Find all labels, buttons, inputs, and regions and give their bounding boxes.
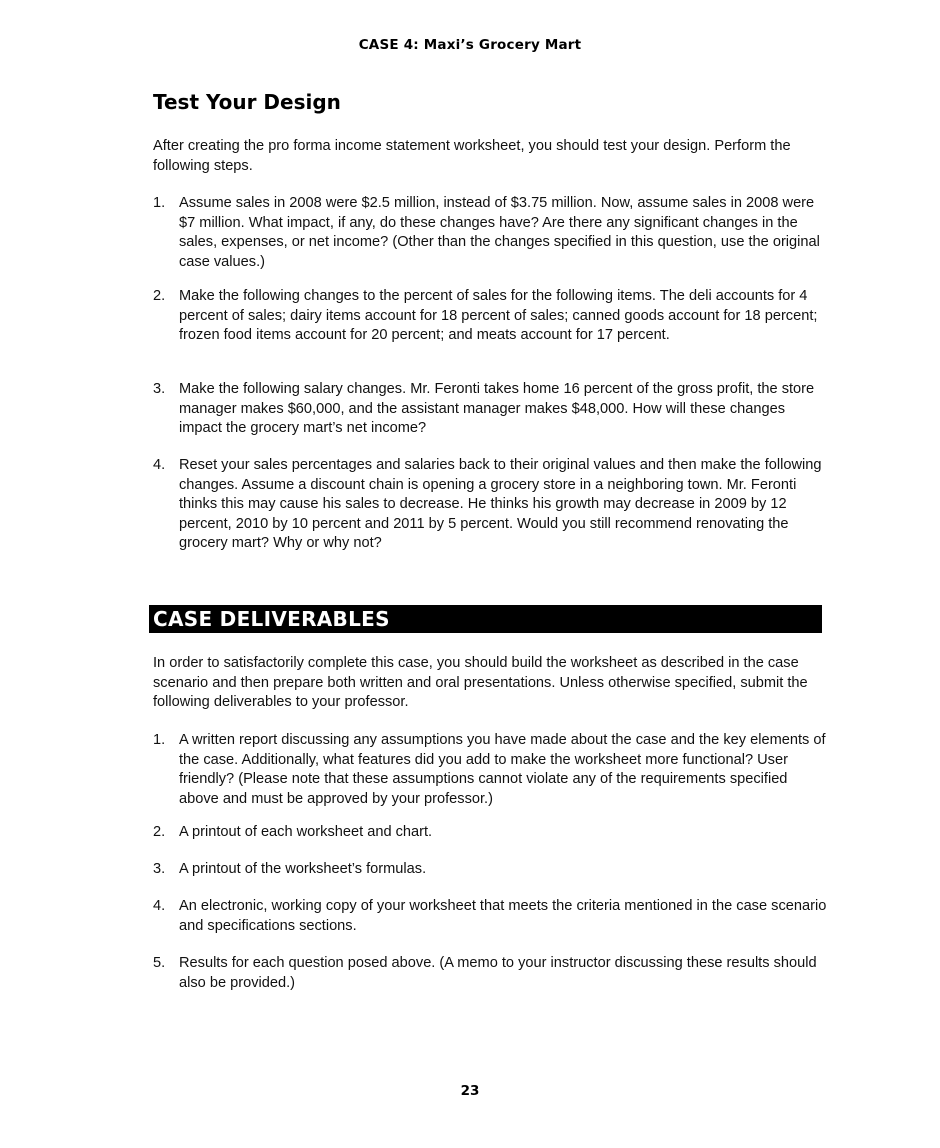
page-number: 23	[460, 1083, 480, 1099]
case-deliverables-banner	[149, 605, 822, 633]
list-item-text: Results for each question posed above. (A memo to your instructor discussing these results should also be provided.)	[179, 955, 817, 991]
list-item-number: 3.	[153, 861, 166, 877]
test-intro-paragraph: After creating the pro forma income statement worksheet, you should test your design. Perform the following steps.	[153, 138, 791, 174]
list-item-number: 4.	[153, 898, 166, 914]
list-item-number: 4.	[153, 457, 166, 473]
list-item-number: 5.	[153, 955, 166, 971]
list-item-text: A written report discussing any assumptions you have made about the case and the key elements of the case. Additionally, what features did you add to make the worksheet more functional? User friendly? (Please note that these assumptions cannot violate any of the requirements specified above and must be approved by your professor.)	[179, 732, 826, 807]
list-item-number: 2.	[153, 824, 166, 840]
list-item-number: 3.	[153, 381, 166, 397]
list-item-text: A printout of each worksheet and chart.	[179, 824, 433, 840]
running-header: CASE 4: Maxi’s Grocery Mart	[358, 37, 582, 53]
list-item-text: An electronic, working copy of your worksheet that meets the criteria mentioned in the case scenario and specifications sections.	[179, 898, 827, 934]
deliverables-intro-paragraph: In order to satisfactorily complete this case, you should build the worksheet as described in the case scenario and then prepare both written and oral presentations. Unless otherwise specified, submit the following deliverables to your professor.	[153, 655, 808, 711]
list-item-text: Make the following salary changes. Mr. Feronti takes home 16 percent of the gross profit, the store manager makes $60,000, and the assistant manager makes $48,000. How will these changes impact the grocery mart’s net income?	[179, 381, 815, 437]
list-item-text: Make the following changes to the percent of sales for the following items. The deli accounts for 4 percent of sales; dairy items account for 18 percent of sales; canned goods account for 18 percent; frozen food items account for 20 percent; and meats account for 17 percent.	[179, 288, 818, 344]
list-item-number: 2.	[153, 288, 166, 304]
section-heading-test-your-design: Test Your Design	[153, 90, 341, 114]
list-item-number: 1.	[153, 195, 166, 211]
list-item-text: Reset your sales percentages and salaries back to their original values and then make the following changes. Assume a discount chain is opening a grocery store in a neighboring town. Mr. Feronti thinks this may cause his sales to decrease. He thinks his growth may decrease in 2009 by 12 percent, 2010 by 10 percent and 2011 by 5 percent. Would you still recommend renovating the grocery mart? Why or why not?	[179, 457, 822, 552]
list-item-text: A printout of the worksheet’s formulas.	[179, 861, 427, 877]
list-item-text: Assume sales in 2008 were $2.5 million, instead of $3.75 million. Now, assume sales in 2008 were $7 million. What impact, if any, do these changes have? Are there any significant changes in the sales, expenses, or net income? (Other than the changes specified in this question, use the original case values.)	[179, 195, 820, 270]
list-item-number: 1.	[153, 732, 166, 748]
banner-title: CASE DELIVERABLES	[153, 607, 390, 631]
